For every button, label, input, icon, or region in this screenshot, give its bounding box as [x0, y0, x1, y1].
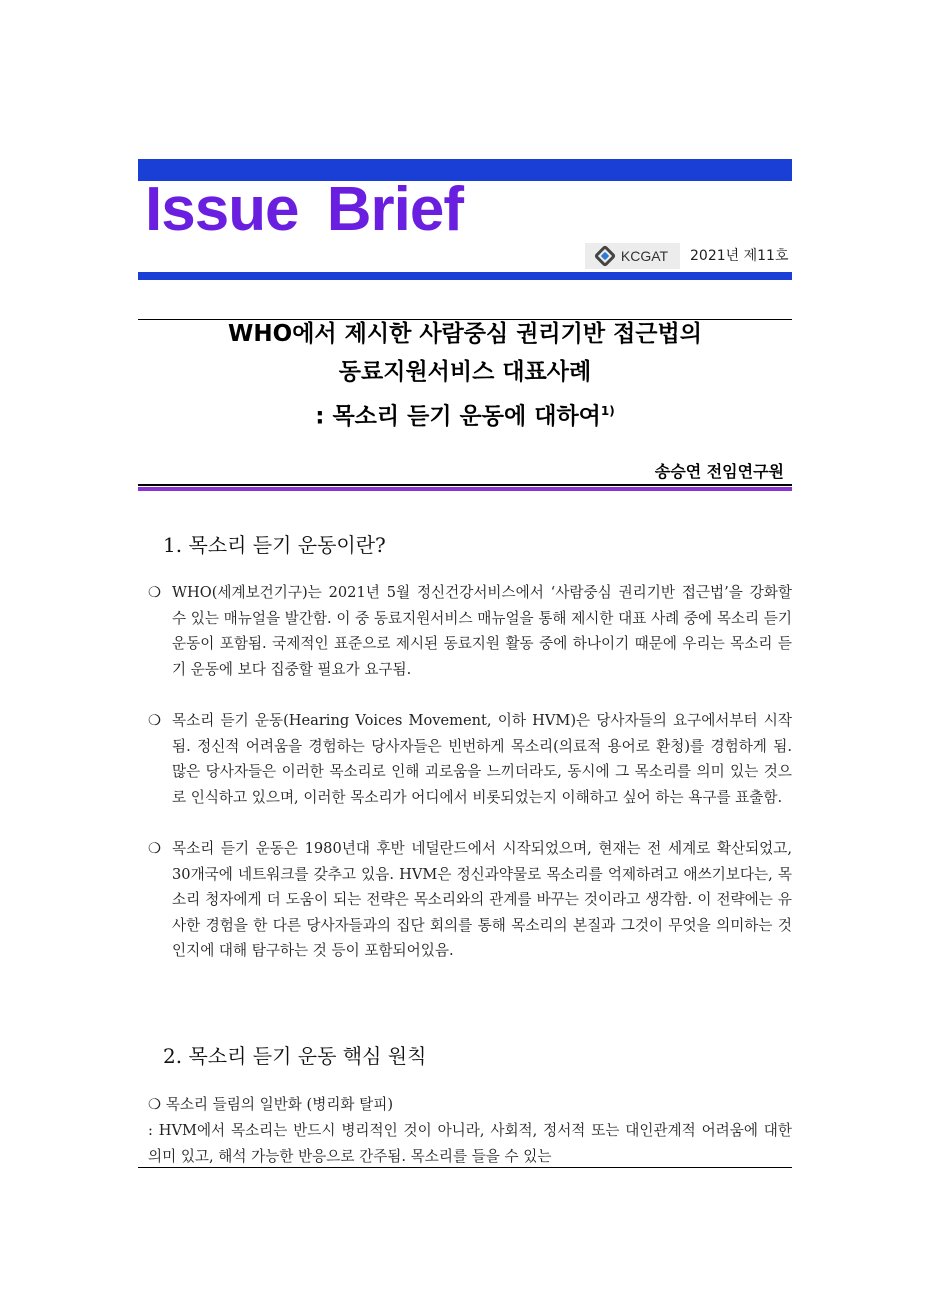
bullet-circle-icon: ❍ [148, 840, 162, 857]
footnote-marker[interactable]: 1) [600, 404, 615, 418]
org-badge [585, 243, 680, 269]
section-1-bullet-2 [148, 708, 792, 810]
section-2-heading: 2. 목소리 듣기 운동 핵심 원칙 [163, 1044, 427, 1068]
org-name: KCGAT [620, 248, 669, 264]
bullet-circle-icon: ❍ [148, 712, 162, 729]
bullet-text: WHO(세계보건기구)는 2021년 5월 정신건강서비스에서 ‘사람중심 권리기반 접근법’을 강화할 수 있는 매뉴얼을 발간함. 이 중 동료지원서비스 매뉴얼을 통해 제시한 대표 사례 중에 목소리 듣기 운동이 포함됨. 국제적인 표준으로 제시된 동료지원 활동 중에 하나이기 때문에 우리는 목소리 듣기 운동에 보다 집중할 필요가 요구됨. [172, 584, 792, 678]
issue-number: 2021년 제11호 [690, 248, 789, 264]
header-bar-bottom [138, 272, 792, 280]
section-1-bullet-1 [148, 580, 792, 682]
bullet-circle-icon: ❍ [148, 1096, 162, 1113]
doc-title-line-1: WHO에서 제시한 사람중심 권리기반 접근법의 [228, 321, 702, 347]
bullet-text: 목소리 듣기 운동은 1980년대 후반 네덜란드에서 시작되었으며, 현재는 전 세계로 확산되었고, 30개국에 네트워크를 갖추고 있음. HVM은 정신과약물로 목소리를 억제하려고 애쓰기보다는, 목소리 청자에게 더 도움이 되는 전략은 목소리와의 관계를 바꾸는 것이라고 생각함. 이 전략에는 유사한 경험을 한 다른 당사자들과의 집단 회의를 통해 목소리의 본질과 그것이 무엇을 의미하는 것인지에 대해 탐구하는 것 등이 포함되어있음. [172, 840, 792, 959]
author-name: 송승연 전임연구원 [654, 462, 784, 481]
page-bottom-rule [138, 1167, 792, 1168]
doc-title-line-2: 동료지원서비스 대표사례 [338, 359, 592, 385]
section-1-bullet-3 [148, 836, 792, 964]
section-2-subitem [148, 1092, 792, 1118]
publication-title: Issue Brief [145, 175, 464, 244]
section-2-body: : HVM에서 목소리는 반드시 병리적인 것이 아니라, 사회적, 정서적 또는 대인관계적 어려움에 대한 의미 있고, 해석 가능한 반응으로 간주됨. 목소리를 들을 수 있는 [148, 1122, 792, 1165]
section-1-heading: 1. 목소리 듣기 운동이란? [163, 533, 386, 557]
bullet-circle-icon: ❍ [148, 584, 162, 601]
bullet-text: 목소리 듣기 운동(Hearing Voices Movement, 이하 HVM)은 당사자들의 요구에서부터 시작됨. 정신적 어려움을 경험하는 당사자들은 빈번하게 목소리(의료적 용어로 환청)를 경험하게 됨. 많은 당사자들은 이러한 목소리로 인해 괴로움을 느끼더라도, 동시에 그 목소리를 의미 있는 것으로 인식하고 있으며, 이러한 목소리가 어디에서 비롯되었는지 이해하고 싶어 하는 욕구를 표출함. [172, 712, 792, 806]
subitem-text: 목소리 들림의 일반화 (병리화 탈피) [165, 1096, 394, 1113]
author-rule [138, 484, 792, 486]
doc-title-line-3-text: : 목소리 듣기 운동에 대하여 [315, 403, 601, 430]
doc-title-line-3 [138, 393, 792, 435]
kcgat-logo-icon [594, 245, 617, 268]
author-rule-accent [138, 487, 792, 491]
